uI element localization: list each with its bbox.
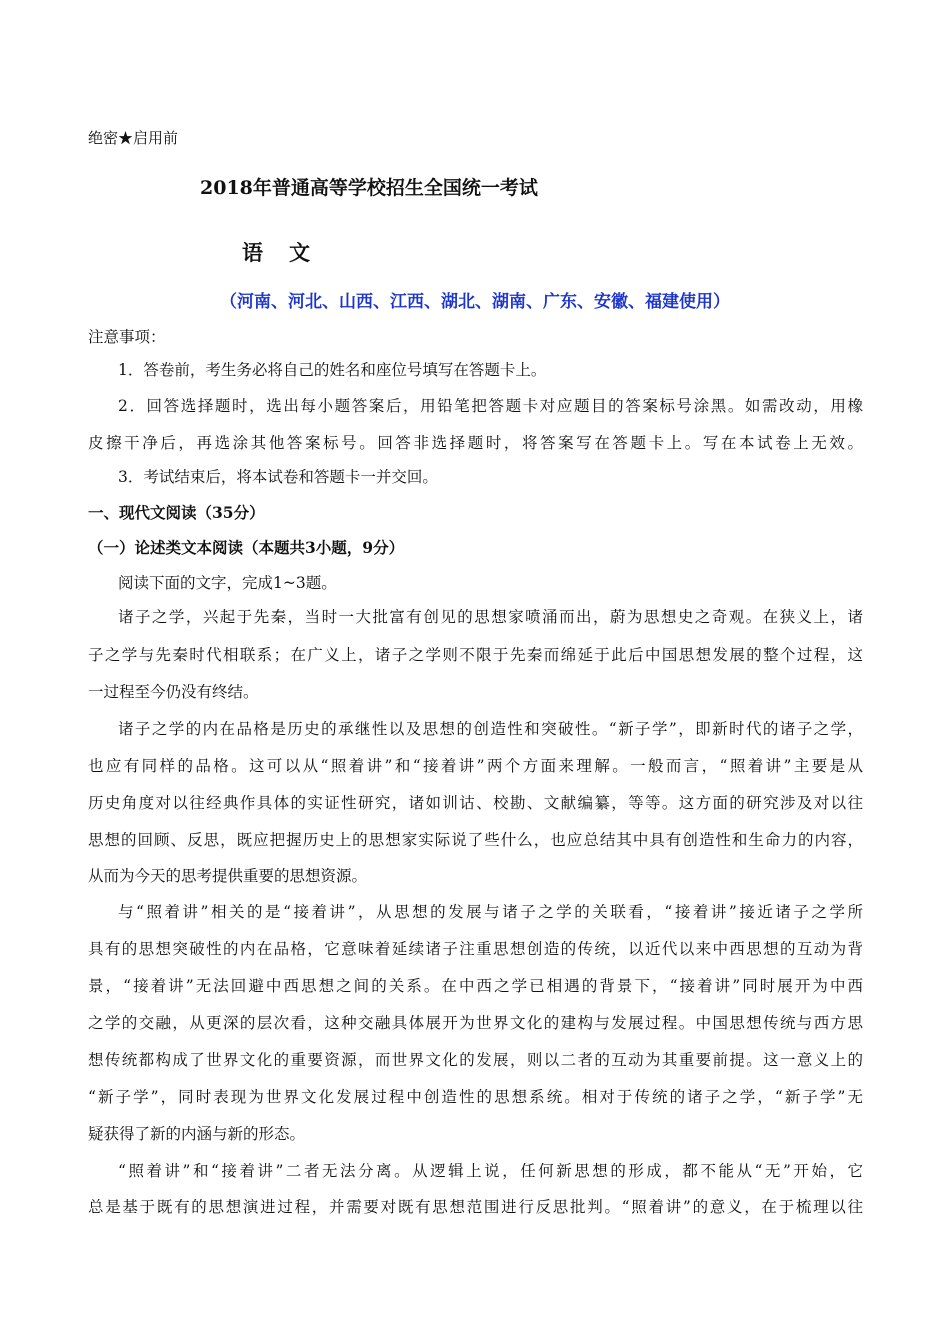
passage-line: 思想的回顾、反思，既应把握历史上的思想家实际说了些什么，也应总结其中具有创造性和生命力的内容， [88, 831, 863, 849]
notice-item: 2．回答选择题时，选出每小题答案后，用铅笔把答题卡对应题目的答案标号涂黑。如需改动，用橡 [118, 397, 863, 415]
applicable-regions: （河南、河北、山西、江西、湖北、湖南、广东、安徽、福建使用） [220, 292, 730, 312]
passage-line: 诸子之学，兴起于先秦，当时一大批富有创见的思想家喷涌而出，蔚为思想史之奇观。在狭义上，诸 [118, 608, 863, 626]
subject-title: 语文 [242, 240, 336, 265]
notice-item: 3．考试结束后，将本试卷和答题卡一并交回。 [118, 468, 438, 486]
notice-item-continued: 皮擦干净后，再选涂其他答案标号。回答非选择题时，将答案写在答题卡上。写在本试卷上无效。 [88, 434, 863, 452]
passage-line: 子之学与先秦时代相联系；在广义上，诸子之学则不限于先秦而绵延于此后中国思想发展的整个过程，这 [88, 646, 863, 664]
passage-line: 诸子之学的内在品格是历史的承继性以及思想的创造性和突破性。“新子学”，即新时代的诸子之学， [118, 720, 863, 738]
passage-line: “照着讲”和“接着讲”二者无法分离。从逻辑上说，任何新思想的形成，都不能从“无”开始，它 [118, 1162, 863, 1180]
passage-line: 疑获得了新的内涵与新的形态。 [88, 1125, 306, 1143]
notice-heading: 注意事项： [88, 328, 166, 346]
passage-line: 也应有同样的品格。这可以从“照着讲”和“接着讲”两个方面来理解。一般而言，“照着讲”主要是从 [88, 757, 863, 775]
passage-line: 之学的交融，从更深的层次看，这种交融具体展开为世界文化的建构与发展过程。中国思想传统与西方思 [88, 1014, 863, 1032]
passage-line: 一过程至今仍没有终结。 [88, 683, 259, 701]
passage-line: 历史角度对以往经典作具体的实证性研究，诸如训诂、校勘、文献编纂，等等。这方面的研究涉及对以往 [88, 794, 863, 812]
reading-instruction: 阅读下面的文字，完成1~3题。 [118, 574, 337, 592]
passage-line: “新子学”，同时表现为世界文化发展过程中创造性的思想系统。相对于传统的诸子之学，“新子学”无 [88, 1088, 863, 1106]
confidential-label: 绝密★启用前 [88, 129, 179, 147]
subsection-heading: （一）论述类文本阅读（本题共3小题，9分） [88, 538, 405, 557]
notice-item: 1．答卷前，考生务必将自己的姓名和座位号填写在答题卡上。 [118, 361, 547, 379]
passage-line: 与“照着讲”相关的是“接着讲”，从思想的发展与诸子之学的关联看，“接着讲”接近诸子之学所 [118, 903, 863, 921]
exam-title: 2018年普通高等学校招生全国统一考试 [200, 177, 538, 199]
passage-line: 具有的思想突破性的内在品格，它意味着延续诸子注重思想创造的传统，以近代以来中西思想的互动为背 [88, 940, 863, 958]
passage-line: 从而为今天的思考提供重要的思想资源。 [88, 867, 368, 885]
passage-line: 景，“接着讲”无法回避中西思想之间的关系。在中西之学已相遇的背景下，“接着讲”同时展开为中西 [88, 977, 863, 995]
passage-line: 想传统都构成了世界文化的重要资源，而世界文化的发展，则以二者的互动为其重要前提。这一意义上的 [88, 1051, 863, 1069]
passage-line: 总是基于既有的思想演进过程，并需要对既有思想范围进行反思批判。“照着讲”的意义，在于梳理以往 [88, 1198, 863, 1216]
section-heading: 一、现代文阅读（35分） [88, 503, 265, 522]
